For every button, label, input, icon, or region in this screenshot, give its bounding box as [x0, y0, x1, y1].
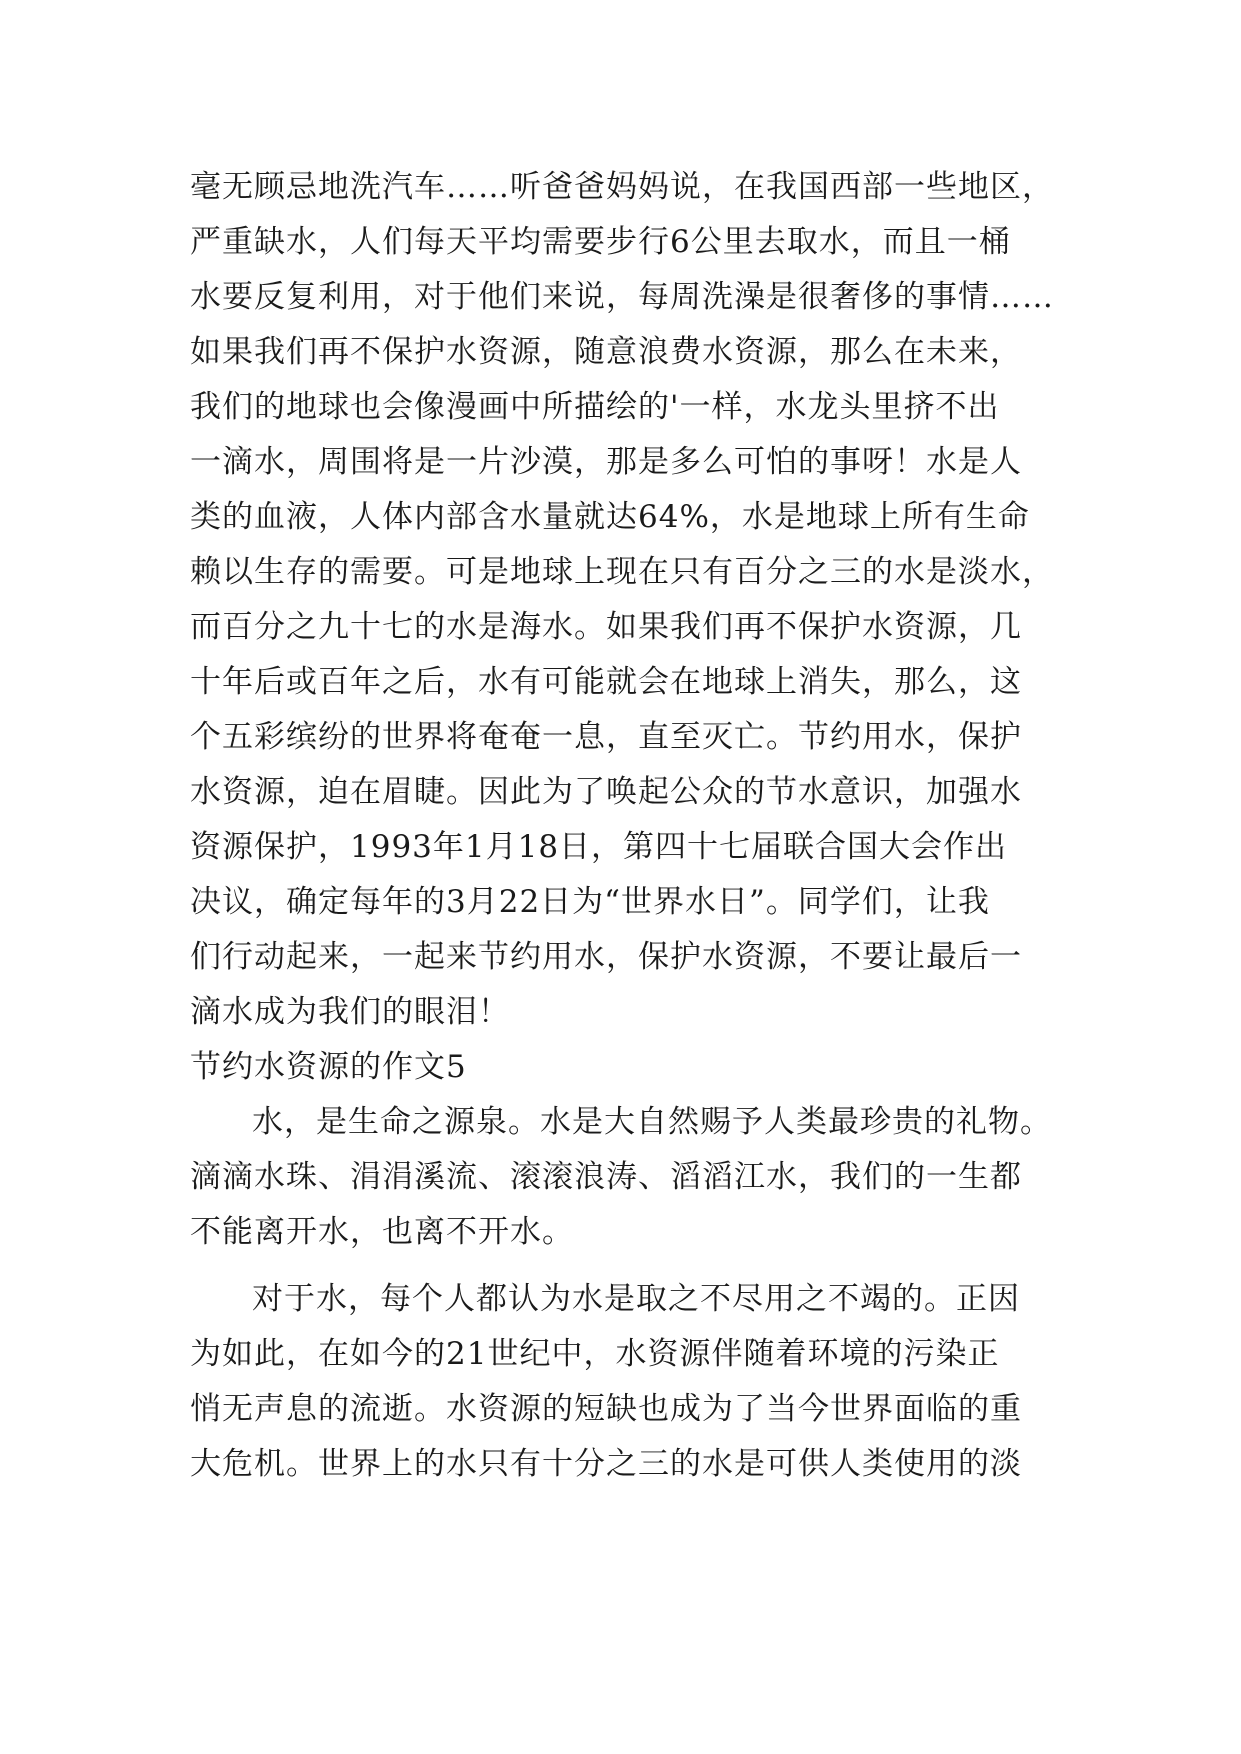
text-line: 水资源，迫在眉睫。因此为了唤起公众的节水意识，加强水 — [190, 774, 1022, 810]
text-line: 资源保护，1993年1月18日，第四十七届联合国大会作出 — [190, 829, 1008, 865]
text-line: 大危机。世界上的水只有十分之三的水是可供人类使用的淡 — [190, 1446, 1022, 1482]
text-line: 为如此，在如今的21世纪中，水资源伴随着环境的污染正 — [190, 1336, 1000, 1372]
text-line: 十年后或百年之后，水有可能就会在地球上消失，那么，这 — [190, 664, 1022, 700]
text-line: 悄无声息的流逝。水资源的短缺也成为了当今世界面临的重 — [190, 1391, 1022, 1427]
text-line: 滴滴水珠、涓涓溪流、滚滚浪涛、滔滔江水，我们的一生都 — [190, 1159, 1022, 1195]
text-line: 个五彩缤纷的世界将奄奄一息，直至灭亡。节约用水，保护 — [190, 719, 1022, 755]
text-line: 而百分之九十七的水是海水。如果我们再不保护水资源，几 — [190, 609, 1022, 645]
text-line: 们行动起来，一起来节约用水，保护水资源，不要让最后一 — [190, 939, 1022, 975]
text-line: 赖以生存的需要。可是地球上现在只有百分之三的水是淡水， — [190, 554, 1054, 590]
text-line: 一滴水，周围将是一片沙漠，那是多么可怕的事呀！水是人 — [190, 444, 1022, 480]
text-line: 毫无顾忌地洗汽车……听爸爸妈妈说，在我国西部一些地区， — [190, 169, 1054, 205]
paragraph-first-line: 对于水，每个人都认为水是取之不尽用之不竭的。正因 — [252, 1281, 1020, 1317]
text-line: 滴水成为我们的眼泪！ — [190, 994, 510, 1030]
text-line: 我们的地球也会像漫画中所描绘的'一样，水龙头里挤不出 — [190, 389, 1000, 425]
text-line: 类的血液，人体内部含水量就达64%，水是地球上所有生命 — [190, 499, 1030, 535]
text-line: 如果我们再不保护水资源，随意浪费水资源，那么在未来， — [190, 334, 1022, 370]
text-line: 不能离开水，也离不开水。 — [190, 1214, 574, 1250]
text-line: 水要反复利用，对于他们来说，每周洗澡是很奢侈的事情…… — [190, 279, 1054, 315]
text-line: 严重缺水，人们每天平均需要步行6公里去取水，而且一桶 — [190, 224, 1011, 260]
paragraph-first-line: 水，是生命之源泉。水是大自然赐予人类最珍贵的礼物。 — [252, 1104, 1052, 1140]
section-heading: 节约水资源的作文5 — [190, 1049, 467, 1085]
text-line: 决议，确定每年的3月22日为“世界水日”。同学们，让我 — [190, 884, 990, 920]
